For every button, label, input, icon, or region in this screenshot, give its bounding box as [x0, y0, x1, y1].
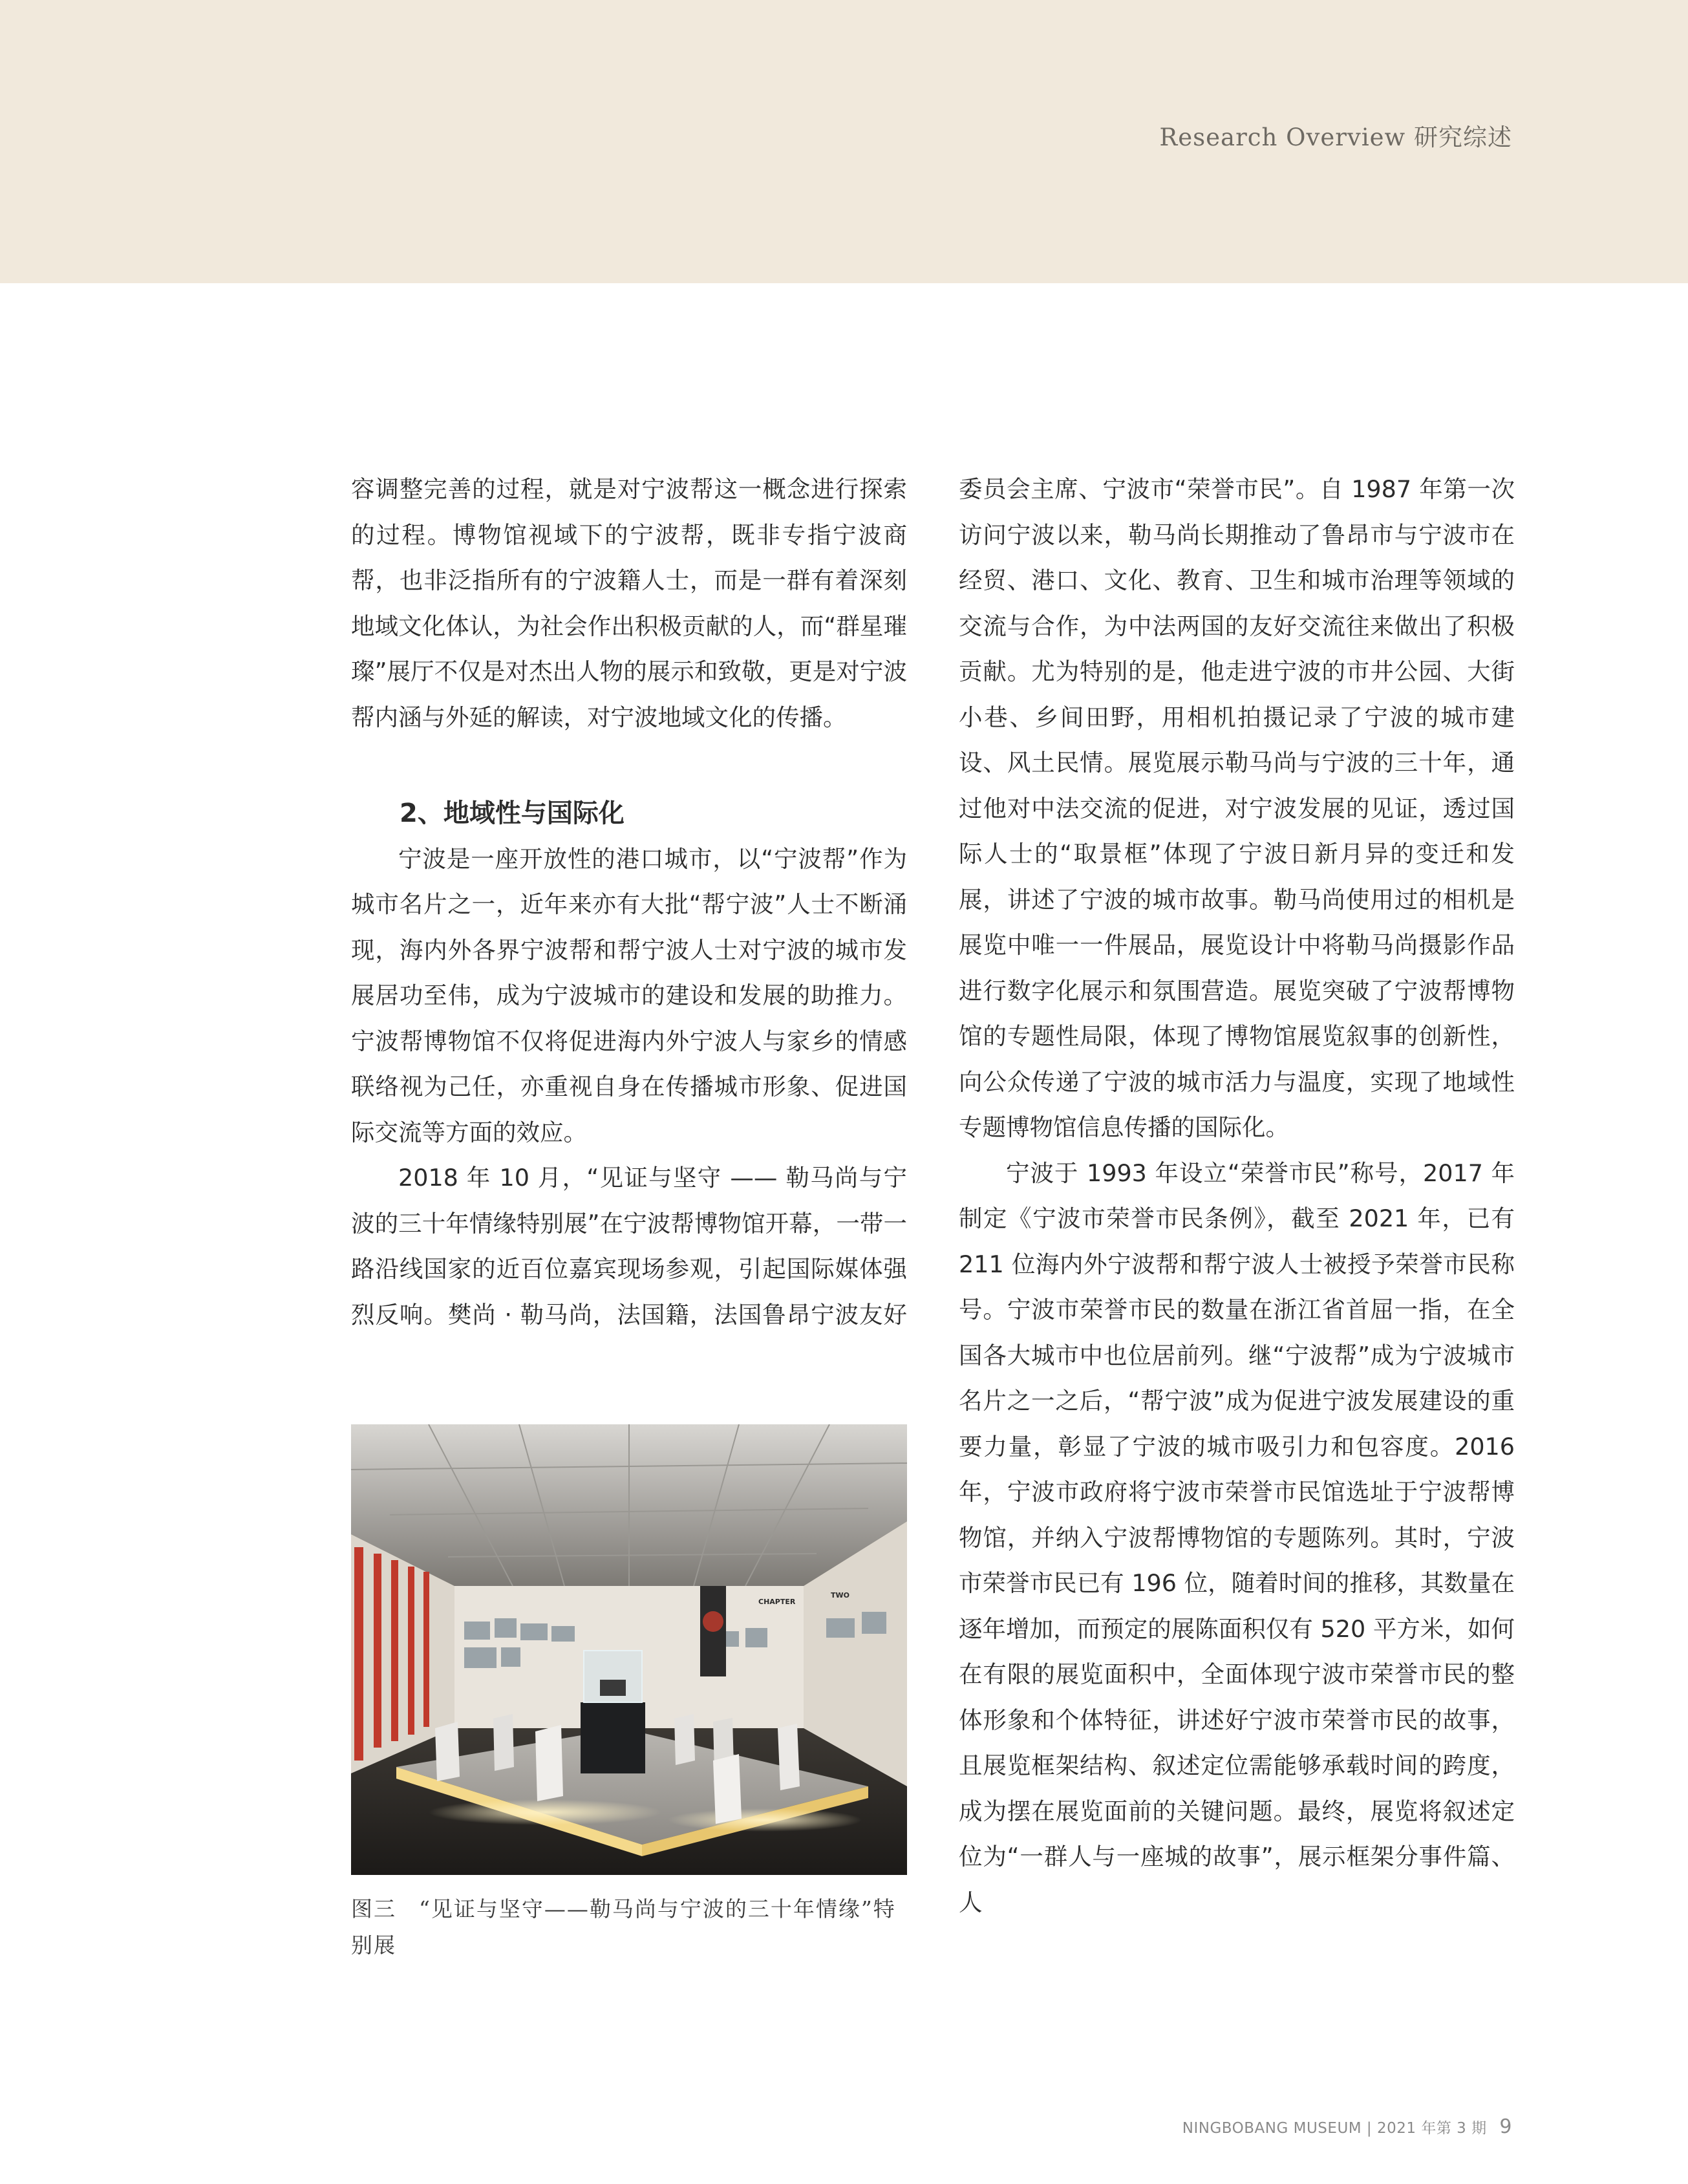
- intro-paragraph: 容调整完善的过程，就是对宁波帮这一概念进行探索的过程。博物馆视域下的宁波帮，既非专指宁波商帮，也非泛指所有的宁波籍人士，而是一群有着深刻地域文化体认，为社会作出积极贡献的人，而“群星璀璨”展厅不仅是对杰出人物的展示和致敬，更是对宁波帮内涵与外延的解读，对宁波地域文化的传播。: [351, 475, 907, 731]
- body-paragraph: 宁波于 1993 年设立“荣誉市民”称号，2017 年制定《宁波市荣誉市民条例》，截至 2021 年，已有 211 位海内外宁波帮和帮宁波人士被授予荣誉市民称号。宁波市荣誉市民的数量在浙江省首屈一指，在全国各大城市中也位居前列。继“宁波帮”成为宁波城市名片之一之后，“帮宁波”成为促进宁波发展建设的重要力量，彰显了宁波的城市吸引力和包容度。2016 年，宁波市政府将宁波市荣誉市民馆选址于宁波帮博物馆，并纳入宁波帮博物馆的专题陈列。其时，宁波市荣誉市民已有 196 位，随着时间的推移，其数量在逐年增加，而预定的展陈面积仅有 520 平方米，如何在有限的展览面积中，全面体现宁波市荣誉市民的整体形象和个体特征，讲述好宁波市荣誉市民的故事，且展览框架结构、叙述定位需能够承载时间的跨度，成为摆在展览面前的关键问题。最终，展览将叙述定位为“一群人与一座城的故事”，展示框架分事件篇、人: [959, 1159, 1515, 1916]
- body-paragraph: 宁波是一座开放性的港口城市，以“宁波帮”作为城市名片之一，近年来亦有大批“帮宁波”人士不断涌现，海内外各界宁波帮和帮宁波人士对宁波的城市发展居功至伟，成为宁波城市的建设和发展的助推力。宁波帮博物馆不仅将促进海内外宁波人与家乡的情感联络视为己任，亦重视自身在传播城市形象、促进国际交流等方面的效应。: [351, 844, 907, 1146]
- body-paragraph: 2018 年 10 月，“见证与坚守 —— 勒马尚与宁波的三十年情缘特别展”在宁波帮博物馆开幕，一带一路沿线国家的近百位嘉宾现场参观，引起国际媒体强烈反响。樊尚 · 勒马尚，法国籍，法国鲁昂宁波友好: [351, 1164, 907, 1329]
- publication-label: NINGBOBANG MUSEUM | 2021 年第 3 期: [1182, 2120, 1487, 2137]
- chapter-label-2: TWO: [831, 1591, 849, 1600]
- page-footer: [1182, 2115, 1512, 2138]
- right-column: [959, 467, 1515, 1925]
- figure-caption: 图三 “见证与坚守——勒马尚与宁波的三十年情缘”特别展: [351, 1896, 896, 1958]
- body-paragraph: 委员会主席、宁波市“荣誉市民”。自 1987 年第一次访问宁波以来，勒马尚长期推动了鲁昂市与宁波市在经贸、港口、文化、教育、卫生和城市治理等领域的交流与合作，为中法两国的友好交流往来做出了积极贡献。尤为特别的是，他走进宁波的市井公园、大街小巷、乡间田野，用相机拍摄记录了宁波的城市建设、风土民情。展览展示勒马尚与宁波的三十年，通过他对中法交流的促进，对宁波发展的见证，透过国际人士的“取景框”体现了宁波日新月异的变迁和发展，讲述了宁波的城市故事。勒马尚使用过的相机是展览中唯一一件展品，展览设计中将勒马尚摄影作品进行数字化展示和氛围营造。展览突破了宁波帮博物馆的专题性局限，体现了博物馆展览叙事的创新性，向公众传递了宁波的城市活力与温度，实现了地域性专题博物馆信息传播的国际化。: [959, 475, 1515, 1141]
- chapter-label-1: CHAPTER: [758, 1598, 796, 1606]
- running-head: Research Overview 研究综述: [1159, 123, 1512, 151]
- section-heading: 2、地域性与国际化: [400, 798, 625, 828]
- exhibition-photo: [351, 1424, 907, 1875]
- left-column: [351, 467, 907, 1338]
- page-number: 9: [1499, 2115, 1512, 2138]
